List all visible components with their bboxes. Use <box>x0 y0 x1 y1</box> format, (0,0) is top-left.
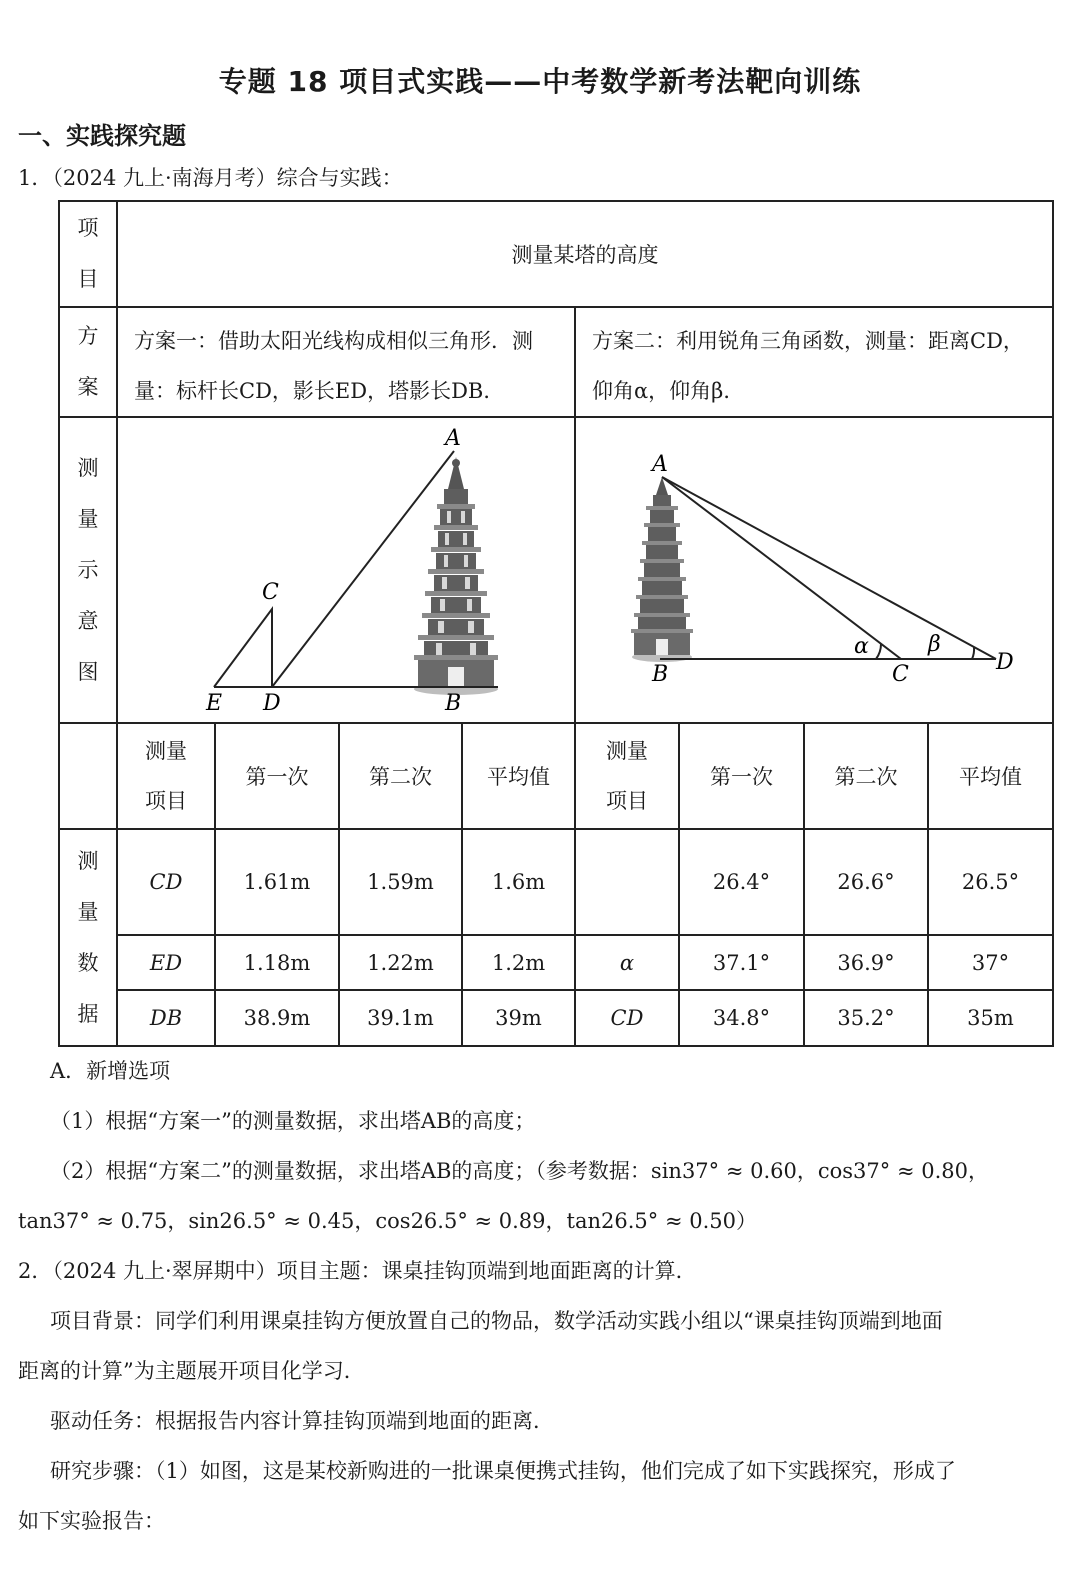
alpha-label: α <box>854 634 869 659</box>
label-char: 方 <box>77 324 99 348</box>
row-diagram <box>59 417 1053 723</box>
q2-intro: 2．（2024 九上·翠屏期中）项目主题：课桌挂钩顶端到地面距离的计算． <box>18 1259 697 1283</box>
diagram-plan-two <box>575 417 1053 723</box>
point-b-label: B <box>652 662 669 687</box>
label-char: 测 <box>77 848 99 873</box>
beta-label: β <box>928 632 941 657</box>
value-cell: 26.6° <box>804 829 928 935</box>
label-char: 测 <box>77 455 99 480</box>
trig-angles-diagram <box>576 419 1052 721</box>
avg-header-1: 平均值 <box>462 723 575 829</box>
q2-background-line1: 项目背景：同学们利用课桌挂钩方便放置自己的物品，数学活动实践小组以“课桌挂钩顶端到地面 <box>50 1309 943 1333</box>
row-data-header <box>59 723 1053 829</box>
value-cell: 39.1m <box>339 990 462 1046</box>
item-cell: CD <box>117 829 215 935</box>
label-char: 目 <box>77 267 99 291</box>
plan-two-line1: 方案二：利用锐角三角函数，测量：距离CD， <box>592 329 1024 353</box>
item-cell: α <box>575 935 679 990</box>
label-char: 案 <box>77 375 99 399</box>
second-header-2: 第二次 <box>804 723 928 829</box>
item-cell <box>575 829 679 935</box>
plan-one <box>117 307 575 417</box>
project-name: 测量某塔的高度 <box>117 201 1053 307</box>
point-c-label: C <box>262 580 279 605</box>
plan-one-line1: 方案一：借助太阳光线构成相似三角形．测 <box>134 329 533 353</box>
plan-label <box>59 307 117 417</box>
value-cell: 26.5° <box>928 829 1053 935</box>
plan-two-line2: 仰角α，仰角β． <box>592 379 745 403</box>
point-d-label: D <box>263 691 281 716</box>
item-header-line1: 测量 <box>606 739 648 763</box>
value-cell: 34.8° <box>679 990 804 1046</box>
table-row <box>59 990 1053 1046</box>
sub-question-1: （1）根据“方案一”的测量数据，求出塔AB的高度； <box>50 1109 536 1133</box>
value-cell: 1.22m <box>339 935 462 990</box>
row-project <box>59 201 1053 307</box>
plan-two <box>575 307 1053 417</box>
point-b-label: B <box>445 691 462 716</box>
point-a-label: A <box>445 426 461 451</box>
value-cell: 35.2° <box>804 990 928 1046</box>
value-cell: 1.6m <box>462 829 575 935</box>
value-cell: 1.61m <box>215 829 339 935</box>
value-cell: 26.4° <box>679 829 804 935</box>
item-header-2 <box>575 723 679 829</box>
sub-question-2-line1: （2）根据“方案二”的测量数据，求出塔AB的高度；（参考数据：sin37° ≈ 0.60，cos37° ≈ 0.80， <box>50 1159 989 1183</box>
item-cell: CD <box>575 990 679 1046</box>
sub-question-2-line2: tan37° ≈ 0.75，sin26.5° ≈ 0.45，cos26.5° ≈ 0.89，tan26.5° ≈ 0.50） <box>18 1209 757 1233</box>
q2-background-line2: 距离的计算”为主题展开项目化学习． <box>18 1359 365 1383</box>
page-title: 专题 18 项目式实践——中考数学新考法靶向训练 <box>218 65 862 98</box>
data-label <box>59 829 117 1046</box>
similar-triangles-diagram <box>118 419 572 721</box>
q2-task: 驱动任务：根据报告内容计算挂钩顶端到地面的距离． <box>50 1409 554 1433</box>
option-a: A．新增选项 <box>50 1059 171 1083</box>
label-char: 量 <box>77 506 99 531</box>
point-a-label: A <box>652 452 668 477</box>
point-d-label: D <box>996 650 1014 675</box>
item-header-line2: 项目 <box>606 789 648 813</box>
q2-steps-line1: 研究步骤：（1）如图，这是某校新购进的一批课桌便携式挂钩，他们完成了如下实践探究，形成了 <box>50 1459 956 1483</box>
second-header-1: 第二次 <box>339 723 462 829</box>
q2-steps-line2: 如下实验报告： <box>18 1509 165 1533</box>
value-cell: 39m <box>462 990 575 1046</box>
item-cell: DB <box>117 990 215 1046</box>
value-cell: 37.1° <box>679 935 804 990</box>
label-char: 示 <box>77 557 99 582</box>
value-cell: 35m <box>928 990 1053 1046</box>
label-char: 数 <box>77 950 99 975</box>
value-cell: 1.2m <box>462 935 575 990</box>
pagoda-illustration <box>631 477 693 662</box>
point-c-label: C <box>892 662 909 687</box>
label-char: 项 <box>77 216 99 240</box>
value-cell: 1.18m <box>215 935 339 990</box>
item-header-line2: 项目 <box>145 789 187 813</box>
measurement-table <box>58 200 1054 1047</box>
value-cell: 1.59m <box>339 829 462 935</box>
pagoda-illustration <box>414 457 498 695</box>
project-label <box>59 201 117 307</box>
item-header-line1: 测量 <box>145 739 187 763</box>
section-heading: 一、实践探究题 <box>18 122 186 150</box>
plan-one-line2: 量：标杆长CD，影长ED，塔影长DB． <box>134 379 505 403</box>
label-char: 量 <box>77 899 99 924</box>
item-header-1 <box>117 723 215 829</box>
empty-cell <box>59 723 117 829</box>
diagram-plan-one <box>117 417 575 723</box>
value-cell: 36.9° <box>804 935 928 990</box>
value-cell: 37° <box>928 935 1053 990</box>
table-row <box>59 829 1053 935</box>
avg-header-2: 平均值 <box>928 723 1053 829</box>
diagram-label <box>59 417 117 723</box>
first-header-2: 第一次 <box>679 723 804 829</box>
label-char: 据 <box>77 1001 99 1026</box>
label-char: 图 <box>77 659 99 684</box>
table-row <box>59 935 1053 990</box>
row-plan <box>59 307 1053 417</box>
q1-intro: 1．（2024 九上·南海月考）综合与实践： <box>18 166 403 190</box>
point-e-label: E <box>206 691 223 716</box>
label-char: 意 <box>77 608 99 633</box>
item-cell: ED <box>117 935 215 990</box>
first-header-1: 第一次 <box>215 723 339 829</box>
value-cell: 38.9m <box>215 990 339 1046</box>
